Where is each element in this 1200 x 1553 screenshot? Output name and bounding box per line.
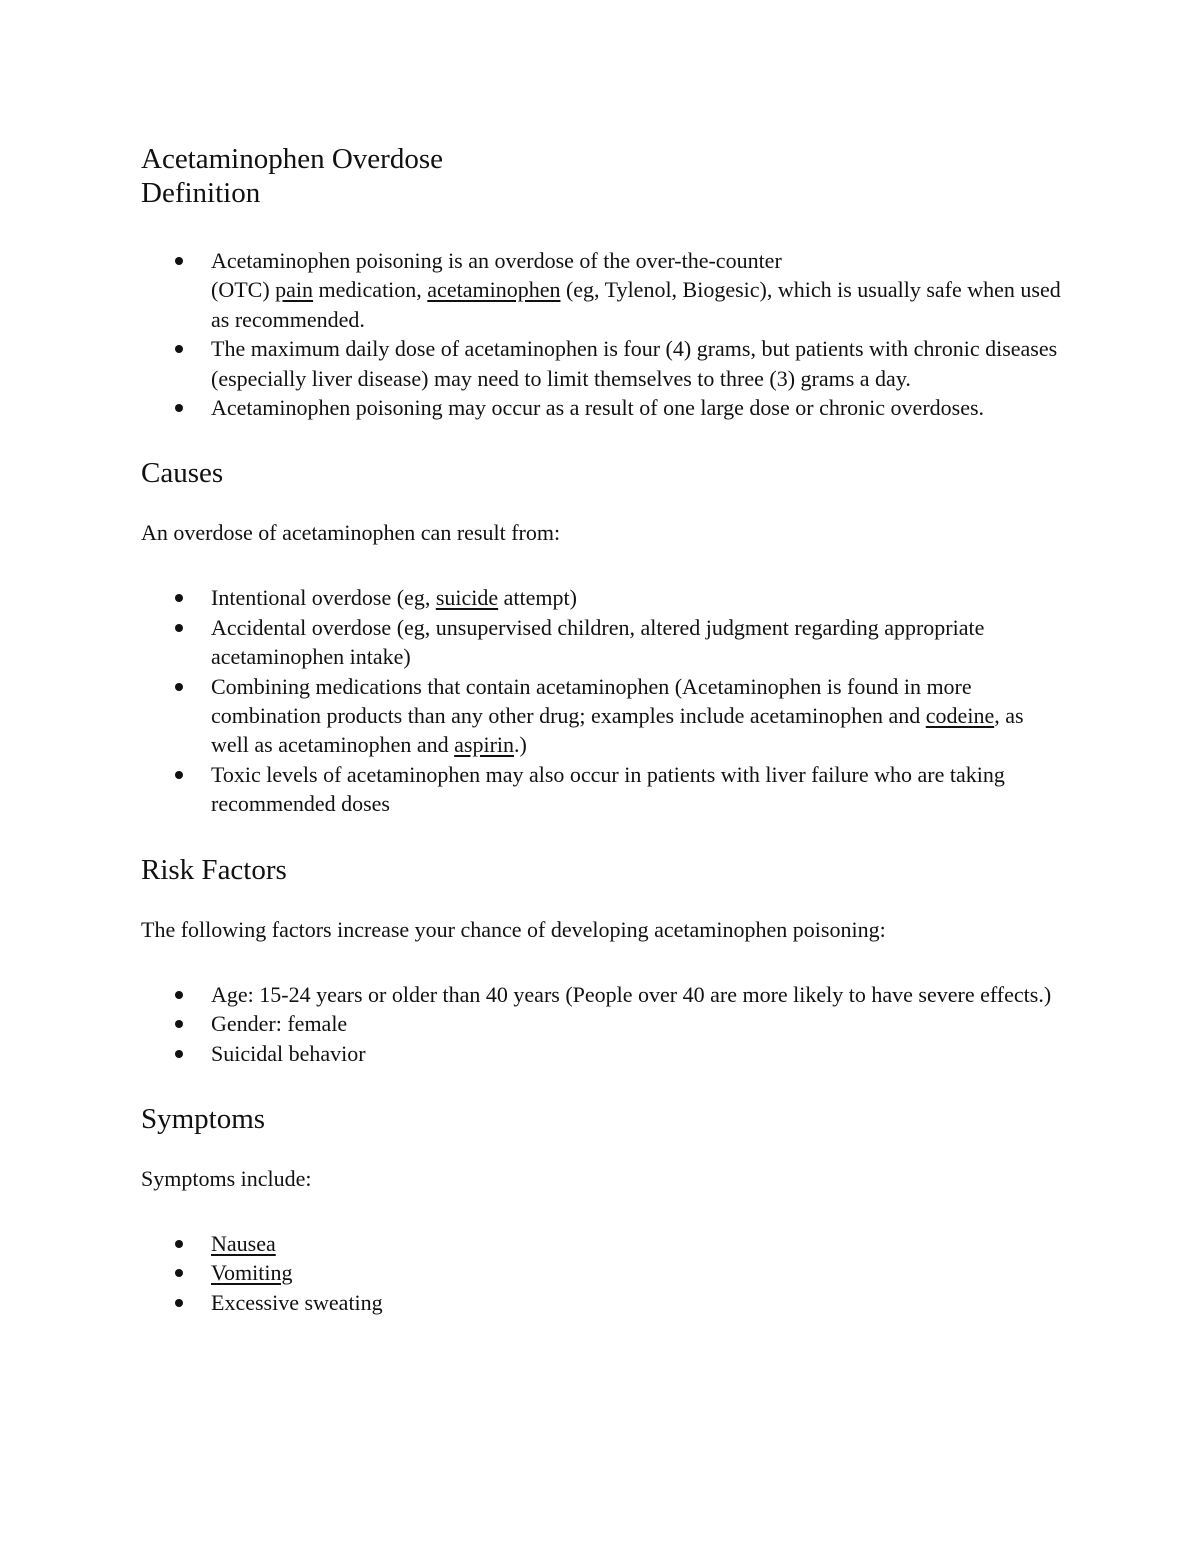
list-item: Accidental overdose (eg, unsupervised children, altered judgment regarding appropriate acetaminophen intake) [141, 613, 1061, 672]
bullet-icon [175, 1269, 183, 1277]
bullet-icon [175, 1240, 183, 1248]
section-heading-risk-factors: Risk Factors [141, 853, 287, 886]
list-item: Suicidal behavior [141, 1039, 1061, 1068]
list-item [141, 1258, 1061, 1287]
symptoms-list [141, 1229, 1061, 1317]
link-aspirin[interactable]: aspirin [454, 732, 515, 758]
link-suicide[interactable]: suicide [435, 585, 499, 611]
bullet-icon [175, 1050, 183, 1058]
risk-factors-list [141, 980, 1061, 1068]
document-page [141, 142, 1061, 1317]
document-title: Acetaminophen Overdose [141, 143, 443, 175]
list-item: Intentional overdose (eg, suicide attempt) [141, 583, 1061, 612]
bullet-icon [175, 991, 183, 999]
link-codeine[interactable]: codeine [925, 703, 995, 729]
causes-intro: An overdose of acetaminophen can result from: [141, 520, 561, 546]
list-item: Toxic levels of acetaminophen may also occur in patients with liver failure who are taking recommended doses [141, 760, 1061, 819]
bullet-icon [175, 257, 183, 265]
link-nausea[interactable]: Nausea [211, 1230, 276, 1256]
link-vomiting[interactable]: Vomiting [211, 1260, 293, 1286]
link-acetaminophen[interactable]: acetaminophen [427, 277, 561, 303]
bullet-icon [175, 683, 183, 691]
bullet-icon [175, 1299, 183, 1307]
list-item: Gender: female [141, 1009, 1061, 1038]
section-heading-causes: Causes [141, 457, 224, 490]
definition-list [141, 246, 1061, 422]
link-pain[interactable]: pain [275, 277, 314, 303]
bullet-icon [175, 771, 183, 779]
section-heading-definition: Definition [141, 177, 261, 209]
list-item: Acetaminophen poisoning is an overdose of the over-the-counter (OTC) pain medication, acetaminophen (eg, Tylenol, Biogesic), which is usually safe when used as recommended. [141, 246, 1061, 334]
bullet-icon [175, 594, 183, 602]
risk-factors-intro: The following factors increase your chance of developing acetaminophen poisoning: [141, 916, 886, 942]
bullet-icon [175, 404, 183, 412]
bullet-icon [175, 1020, 183, 1028]
list-item: Acetaminophen poisoning may occur as a result of one large dose or chronic overdoses. [141, 393, 1061, 422]
bullet-icon [175, 345, 183, 353]
list-item: Excessive sweating [141, 1288, 1061, 1317]
list-item: Combining medications that contain acetaminophen (Acetaminophen is found in more combination products than any other drug; examples include acetaminophen and codeine, as well as acetaminophen and aspirin.) [141, 672, 1061, 760]
causes-list [141, 583, 1061, 818]
symptoms-intro: Symptoms include: [141, 1165, 312, 1191]
list-item [141, 1229, 1061, 1258]
list-item: The maximum daily dose of acetaminophen is four (4) grams, but patients with chronic diseases (especially liver disease) may need to limit themselves to three (3) grams a day. [141, 334, 1061, 393]
section-heading-symptoms: Symptoms [141, 1102, 266, 1135]
list-item: Age: 15-24 years or older than 40 years (People over 40 are more likely to have severe effects.) [141, 980, 1061, 1009]
bullet-icon [175, 624, 183, 632]
